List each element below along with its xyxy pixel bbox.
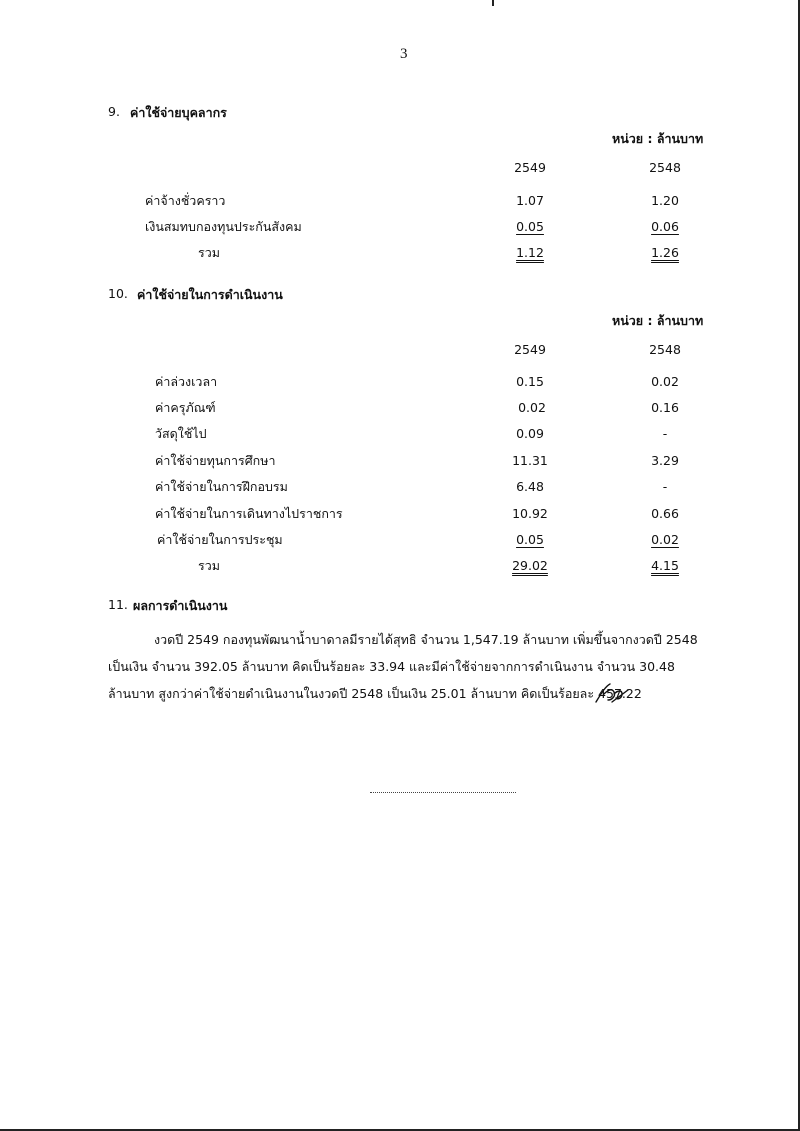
section-9-heading: ค่าใช้จ่ายบุคลากร (130, 105, 227, 120)
section-9-row-label: ค่าจ้างชั่วคราว (145, 193, 226, 208)
section-10-row-value-2549: 0.05 (516, 532, 544, 547)
section-9-total-label: รวม (198, 245, 220, 260)
section-10-row-value-2549: 0.09 (516, 426, 544, 441)
section-9-col-2548: 2548 (649, 160, 681, 175)
section-9-row-value-2549: 0.05 (516, 219, 544, 234)
page-number: 3 (400, 46, 408, 62)
section-10-row-value-2548: - (662, 426, 668, 441)
section-9-row-value-2549: 1.07 (516, 193, 544, 208)
section-9-total-2549: 1.12 (516, 245, 544, 260)
section-10-number: 10. (108, 286, 128, 301)
section-10-row-label: วัสดุใช้ไป (155, 426, 207, 441)
section-10-row-value-2549: 11.31 (512, 453, 548, 468)
section-9-row-value-2548: 0.06 (651, 219, 679, 234)
section-10-row-label: ค่าใช้จ่ายในการฝึกอบรม (155, 479, 288, 494)
signature-initials (592, 680, 632, 706)
section-10-row-value-2549: 0.15 (516, 374, 544, 389)
scan-mark (492, 0, 494, 6)
section-10-row-label: ค่าล่วงเวลา (155, 374, 218, 389)
section-10-total-2549: 29.02 (512, 558, 548, 573)
section-10-row-value-2548: 0.02 (651, 374, 679, 389)
section-10-row-value-2549: 0.02 (518, 400, 546, 415)
section-10-row-label: ค่าใช้จ่ายในการเดินทางไปราชการ (155, 506, 343, 521)
section-10-row-value-2549: 10.92 (512, 506, 548, 521)
section-10-row-label: ค่าใช้จ่ายในการประชุม (157, 532, 283, 547)
section-9-col-2549: 2549 (514, 160, 546, 175)
section-10-col-2548: 2548 (649, 342, 681, 357)
section-10-row-label: ค่าใช้จ่ายทุนการศึกษา (155, 453, 276, 468)
section-9-number: 9. (108, 104, 120, 119)
section-9-total-2548: 1.26 (651, 245, 679, 260)
section-10-col-2549: 2549 (514, 342, 546, 357)
section-11-heading: ผลการดำเนินงาน (133, 598, 228, 613)
section-10-row-value-2548: 3.29 (651, 453, 679, 468)
section-10-row-value-2548: - (662, 479, 668, 494)
section-10-unit: หน่วย : ล้านบาท (612, 313, 704, 328)
section-10-total-2548: 4.15 (651, 558, 679, 573)
section-11-paragraph-line: เป็นเงิน จำนวน 392.05 ล้านบาท คิดเป็นร้อยละ 33.94 และมีค่าใช้จ่ายจากการดำเนินงาน จำนวน 30.48 (108, 659, 675, 674)
section-9-unit: หน่วย : ล้านบาท (612, 131, 704, 146)
section-11-paragraph-line: ล้านบาท สูงกว่าค่าใช้จ่ายดำเนินงานในงวดปี 2548 เป็นเงิน 25.01 ล้านบาท คิดเป็นร้อยละ 457.22 (108, 686, 642, 701)
section-10-row-value-2549: 6.48 (516, 479, 544, 494)
section-9-row-value-2548: 1.20 (651, 193, 679, 208)
section-10-row-label: ค่าครุภัณฑ์ (155, 400, 216, 415)
section-10-total-label: รวม (198, 558, 220, 573)
section-11-paragraph-line: งวดปี 2549 กองทุนพัฒนาน้ำบาดาลมีรายได้สุทธิ จำนวน 1,547.19 ล้านบาท เพิ่มขึ้นจากงวดปี 2548 (154, 632, 698, 647)
section-10-row-value-2548: 0.66 (651, 506, 679, 521)
section-10-heading: ค่าใช้จ่ายในการดำเนินงาน (137, 287, 283, 302)
section-9-row-label: เงินสมทบกองทุนประกันสังคม (145, 219, 302, 234)
dotted-separator (370, 792, 516, 793)
section-10-row-value-2548: 0.02 (651, 532, 679, 547)
section-10-row-value-2548: 0.16 (651, 400, 679, 415)
section-11-number: 11. (108, 597, 128, 612)
